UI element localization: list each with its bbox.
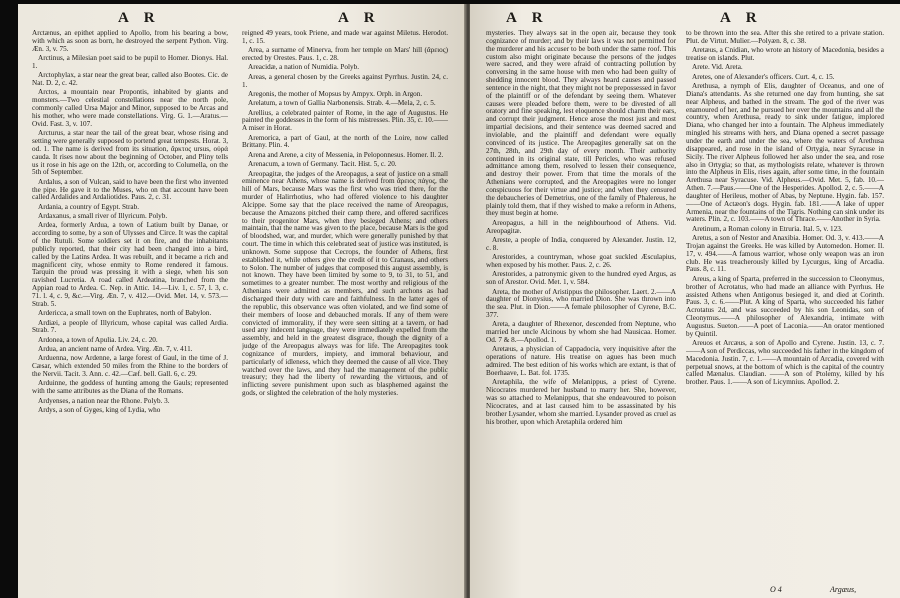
dictionary-entry: Ardaxanus, a small river of Illyricum. Polyb. — [38, 212, 168, 221]
catchword: Argæus, — [830, 585, 857, 594]
dictionary-entry: Aremorica, a part of Gaul, at the north of the Loire, now called Brittany. Plin. 4. — [242, 133, 448, 150]
left-page-header-right: A R — [338, 10, 381, 26]
dictionary-entry: Ardiæi, a people of Illyricum, whose capital was called Ardia. Strab. 7. — [32, 318, 228, 335]
dictionary-entry: Arestorides, a patronymic given to the hundred eyed Argus, as son of Arestor. Ovid. Met. 1, v. 584. — [486, 270, 676, 287]
dictionary-entry: Ardea, formerly Ardua, a town of Latium built by Danae, or according to some, by a son of Ulysses and Circe. It was the capital of the Rutuli. Some soldiers set it on fire, and the inhabitants publicly reported, that their city had been changed into a bird, called by the Latins Ardea. It was rebuilt, and it became a rich and magnificent city, whose enmity to Rome rendered it famous. Tarquin the proud was pressing it with a siege, when his son ravished Lucretia. A road called Ardeatina, branched from the Appian road to Ardea. C. Nep. in Attic. 14.—Liv. 1, c. 57, l. 3, c. 71. l. 4, c. 9, &c.—Virg. Æn. 7, v. 412.—Ovid. Met. 14, v. 573.—Strab. 5. — [32, 221, 228, 308]
dictionary-entry: Arctophylax, a star near the great bear, called also Bootes. Cic. de Nat. D. 2, c. 42. — [32, 71, 228, 88]
left-page-column-1 — [32, 30, 228, 590]
dictionary-entry: Ardua, an ancient name of Ardea. Virg. Æn. 7, v. 411. — [38, 345, 193, 354]
dictionary-entry: Arcturus, a star near the tail of the great bear, whose rising and setting were generally supposed to portend great tempests. Horat. 3, od. 1. The name is derived from its situation, ἄρκτος ursus, οὐρά cauda. It rises now about the beginning of October, and Pliny tells us it rose in his age on the 12th, or, according to Columella, on the 5th of September. — [32, 129, 228, 177]
dictionary-entry: Areta, the mother of Aristippus the philosopher. Laert. 2.——A daughter of Dionysius, who married Dion. She was thrown into the sea. Plut. in Dion.——A female philosopher of Cyrene, B.C. 377. — [486, 287, 676, 320]
dictionary-entry: to be thrown into the sea. After this she retired to a private station. Plut. de Virtut. Mulier.—Polyæn. 8, c. 38. — [686, 30, 884, 45]
dictionary-entry: Arctænus, an epithet applied to Apollo, from his bearing a bow, with which as soon as born, he destroyed the serpent Python. Virg. Æn. 3, v. 75. — [32, 30, 228, 53]
dictionary-entry: Aretus, a son of Nestor and Anaxibia. Homer. Od. 3, v. 413.——A Trojan against the Greeks. He was killed by Automedon. Homer. Il. 17, v. 494.——A famous warrior, whose only weapon was an iron club. He was treacherously killed by Lycurgus, king of Arcadia. Paus. 8, c. 11. — [686, 234, 884, 274]
open-book — [18, 4, 900, 598]
right-page-header-left: A R — [506, 10, 549, 26]
right-page — [470, 4, 900, 598]
dictionary-entry: Areas, a general chosen by the Greeks against Pyrrhus. Justin. 24, c. 1. — [242, 72, 448, 89]
dictionary-entry: mysteries. They always sat in the open air, because they took cognizance of murder; and by their laws it was not permitted for the murderer and his accuser to be both under the same roof. This custom also might originate because the persons of the judges were sacred, and they were afraid of contracting pollution by conversing in the same house with men who had been guilty of shedding innocent blood. They always heard causes and passed sentence in the night, that they might not be prepossessed in favor of the plaintiff or of the defendant by seeing them. Whatever causes were pleaded before them, were to be divested of all oratory and fine speaking, lest eloquence should charm their ears, and corrupt their judgment. Hence arose the most just and most impartial decisions, and their sentence was deemed sacred and inviolable, and the plaintiff and defendant were equally convinced of its justice. The Areopagites generally sat on the 27th, 28th, and 29th day of every month. Their authority continued in its original state, till Pericles, who was refused admittance among them, resolved to lessen their consequence, and destroy their power. From that time the morals of the Athenians were corrupted, and the Areopagites were no longer conspicuous for their virtue and justice; and when they censured the debaucheries of Demetrius, one of the family of Phalereus, he plainly told them, that if they wished to make a reform in Athens, they must begin at home. — [486, 30, 676, 218]
right-page-column-1 — [486, 30, 676, 578]
dictionary-entry: Ardericca, a small town on the Euphrates, north of Babylon. — [38, 309, 212, 318]
dictionary-entry: Areuos et Arcæus, a son of Apollo and Cyrene. Justin. 13, c. 7.——A son of Perdiccas, who succeeded his father in the kingdom of Macedonia. Justin. 7, c. 1.——A mountain of Arcadia, covered with perpetual snows, at the bottom of which is the capital of the country called Mænalus. Claudian. ——A son of Ptolemy, killed by his brother. Paus. 1.——A son of Licymnius. Apollod. 2. — [686, 339, 884, 387]
dictionary-entry: Aretes, one of Alexander's officers. Curt. 4, c. 15. — [692, 72, 835, 81]
dictionary-entry: Areta, a daughter of Rhexenor, descended from Neptune, who married her uncle Alcinous by whom she had Nausicaa. Homer. Od. 7 & 8.—Apollod. 1. — [486, 320, 676, 345]
dictionary-entry: Ardalus, a son of Vulcan, said to have been the first who invented the pipe. He gave it to the Muses, who on that account have been called Ardalides and Ardaliotides. Paus. 2, c. 31. — [32, 177, 228, 202]
dictionary-entry: reigned 49 years, took Priene, and made war against Miletus. Herodot. 1, c. 15. — [242, 30, 448, 45]
left-running-header — [18, 10, 466, 28]
dictionary-entry: Arellius, a celebrated painter of Rome, in the age of Augustus. He painted the goddesses in the form of his mistresses. Plin. 35, c. 10.——A miser in Horat. — [242, 108, 448, 133]
left-page-column-2 — [242, 30, 448, 590]
dictionary-entry: Aregonis, the mother of Mopsus by Ampyx. Orph. in Argon. — [248, 89, 423, 98]
dictionary-entry: Arduenna, now Ardenne, a large forest of Gaul, in the time of J. Cæsar, which extended 50 miles from the Rhine to the borders of the Nervii. Tacit. 3. Ann. c. 42.—Cæf. bell. Gall. 6, c. 29. — [32, 354, 228, 379]
dictionary-entry: Arctos, a mountain near Propontis, inhabited by giants and monsters.—Two celestial constellations near the north pole, commonly called Ursa Major and Minor, supposed to be Arcas and his mother, who were made constellations. Virg. G. 1.—Aratus.—Ovid. Fast. 3, v. 107. — [32, 88, 228, 128]
dictionary-entry: Arctinus, a Milesian poet said to be pupil to Homer. Dionys. Hal. 1. — [32, 54, 228, 70]
right-page-header-right: A R — [720, 10, 763, 26]
dictionary-entry: Areacidæ, a nation of Numidia. Polyb. — [248, 63, 359, 72]
dictionary-entry: Aretæus, a physician of Cappadocia, very inquisitive after the operations of nature. His treatise on agues has been much admired. The best edition of his works which are extant, is that of Boerhaave, L. Bat. fol. 1735. — [486, 345, 676, 377]
dictionary-entry: Arethusa, a nymph of Elis, daughter of Oceanus, and one of Diana's attendants. As she returned one day from hunting, she sat near Alpheus, and bathed in the stream. The god of the river was enamoured of her, and he pursued her over the mountains and all the country, when Arethusa, ready to sink under fatigue, implored Diana, who changed her into a fountain. The Alpheus immediately mingled his streams with hers, and Diana opened a secret passage under the earth and under the sea, where the waters of Arethusa disappeared, and rose in the island of Ortygia, near Syracuse in Sicily. The river Alpheus followed her also under the sea, and rose also in Ortygia; so that, as mythologists relate, whatever is thrown into the Alpheus in Elis, rises again, after some time, in the fountain Arethusa near Syracuse. Vid. Alpheus.—Ovid. Met. 5, fab. 10.—Athen. 7.—Paus.——One of the Hesperides. Apollod. 2, c. 5.——A daughter of Herileus, mother of Abas, by Neptune. Hygin. fab. 157.——One of Actæon's dogs. Hygin. fab. 181.——A lake of upper Armenia, near the fountains of the Tigris. Nothing can sink under its waters. Plin. 2, c. 103.——A town of Thrace.——Another in Syria. — [686, 82, 884, 224]
dictionary-entry: Arduinne, the goddess of hunting among the Gauls; represented with the same attributes as the Diana of the Romans. — [32, 379, 228, 396]
dictionary-entry: Area, a surname of Minerva, from her temple on Mars' hill (ἄρειος) erected by Orestes. Paus. 1, c. 28. — [242, 46, 448, 63]
signature-mark: O 4 — [770, 585, 782, 594]
left-page — [18, 4, 466, 598]
right-running-header — [470, 10, 900, 28]
dictionary-entry: Areopagus, a hill in the neighbourhood of Athens. Vid. Areopagitæ. — [486, 218, 676, 235]
dictionary-entry: Ardyenses, a nation near the Rhone. Polyb. 3. — [38, 396, 170, 405]
dictionary-entry: Ardania, a country of Egypt. Strab. — [38, 202, 139, 211]
dictionary-entry: Ardys, a son of Gyges, king of Lydia, who — [38, 405, 161, 414]
dictionary-entry: Ardonea, a town of Apulia. Liv. 24, c. 20. — [38, 335, 158, 344]
left-page-header-left: A R — [118, 10, 161, 26]
right-page-column-2 — [686, 30, 884, 578]
dictionary-entry: Arelatum, a town of Gallia Narbonensis. Strab. 4.—Mela, 2, c. 5. — [248, 99, 436, 108]
dictionary-entry: Areste, a people of India, conquered by Alexander. Justin. 12, c. 8. — [486, 235, 676, 252]
dictionary-entry: Aretinum, a Roman colony in Etruria. Ital. 5, v. 123. — [692, 224, 843, 233]
dictionary-entry: Areus, a king of Sparta, preferred in the succession to Cleonymus, brother of Acrotatus, who had made an alliance with Pyrrhus. He assisted Athens when Antigonus besieged it, and died at Corinth. Paus. 3, c. 6.——Plut. A king of Sparta, who succeeded his father Acrotatus 2d, and was succeeded by his son Leonidas, son of Cleonymus.——A philosopher of Alexandria, intimate with Augustus. Sueton.——A poet of Laconia.——An orator mentioned by Quintil. — [686, 274, 884, 338]
dictionary-entry: Aretæus, a Cnidian, who wrote an history of Macedonia, besides a treatise on islands. Plut. — [686, 46, 884, 63]
dictionary-entry: Arete. Vid. Areta. — [692, 63, 743, 72]
dictionary-entry: Aretaphila, the wife of Melanippus, a priest of Cyrene. Nicocrates murdered her husband to marry her. She, however, was so attached to Melanippus, that she endeavoured to poison Nicocrates, and at last caused him to be assassinated by his brother Lysander, whom she married. Lysander proved as cruel as his brother, upon which Aretaphila ordered him — [486, 378, 676, 426]
dictionary-entry: Arenacum, a town of Germany. Tacit. Hist. 5, c. 20. — [248, 160, 397, 169]
dictionary-entry: Arena and Arene, a city of Messenia, in Peloponnesus. Homer. Il. 2. — [248, 150, 444, 159]
dictionary-entry: Areopagitæ, the judges of the Areopagus, a seat of justice on a small eminence near Athens, whose name is derived from ἄρειος πάγος, the hill of Mars, because Mars was the first who was tried there, for the murder of Halirrhotius, who had offered violence to his daughter Alcippe. Some say that the place received the name of Areopagus, because the Amazons pitched their camp there, and offered sacrifices to their progenitor Mars, when they besieged Athens; and others maintain, that the name was given to the place, because Mars is the god of bloodshed, war, and murder, which were generally punished by that court. The time in which this celebrated seat of justice was instituted, is unknown. Some suppose that Cecrops, the founder of Athens, first established it, while others give the credit of it to Cranaus, and others to Solon. The number of judges that composed this august assembly, is not known. They have been limited by some to 9, to 31, to 51, and sometimes to a greater number. The most worthy and religious of the Athenians were admitted as members, and such archons as had discharged their duty with care and faithfulness. In the latter ages of the republic, this observance was often violated, and we find some of their members of loose and debauched morals. If any of them were convicted of immorality, if they were seen sitting at a tavern, or had used any indecent language, they were immediately expelled from the assembly, and held in the greatest disgrace, though the dignity of a judge of the Areopagus always was for life. The Areopagites took cognizance of murders, impiety, and immoral behaviour, and particularly of idleness, which they deemed the cause of all vice. They watched over the laws, and they had the management of the public treasury; they had the liberty of rewarding the virtuous, and of inflicting severe punishment upon such as blasphemed against the gods, or slighted the celebration of the holy mysteries. — [242, 169, 448, 398]
dictionary-entry: Arestorides, a countryman, whose goat suckled Æsculapius, when exposed by his mother. Paus. 2, c. 26. — [486, 253, 676, 269]
